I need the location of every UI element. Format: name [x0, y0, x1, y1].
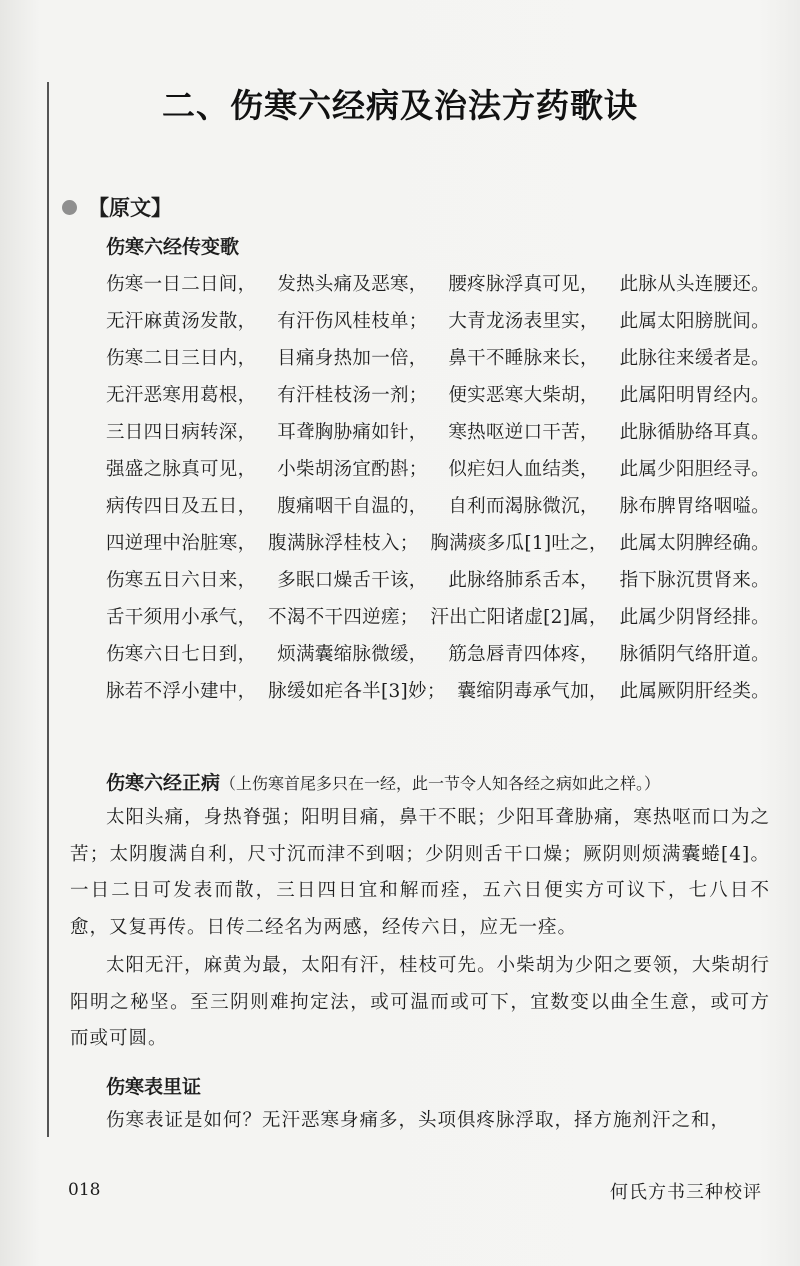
- poem-phrase: 腹痛咽干自温的，: [277, 496, 428, 517]
- poem-phrase: 大青龙汤表里实，: [448, 311, 599, 332]
- poem-phrase: 指下脉沉贯肾来。: [619, 570, 770, 591]
- paragraph-2: 太阳无汗，麻黄为最，太阳有汗，桂枝可先。小柴胡为少阳之要领，大柴胡行阳明之秘坚。至三阴则难拘定法，或可温而或可下，宜数变以曲全生意，或可方而或可圆。: [70, 955, 770, 1049]
- poem-phrase: 似疟妇人血结类，: [448, 459, 599, 480]
- poem-phrase: 强盛之脉真可见，: [106, 459, 257, 480]
- poem-phrase: 伤寒六日七日到，: [106, 644, 257, 665]
- poem-phrase: 脉循阴气络肝道。: [619, 644, 770, 665]
- poem-phrase: 伤寒一日二日间，: [106, 274, 257, 295]
- section-label: 【原文】: [88, 196, 172, 220]
- poem-phrase: 此脉络肺系舌本，: [448, 570, 599, 591]
- poem-phrase: 便实恶寒大柴胡，: [448, 385, 599, 406]
- poem-phrase: 有汗伤风桂枝单；: [277, 311, 428, 332]
- poem-phrase: 鼻干不睡脉来长，: [448, 348, 599, 369]
- margin-rule: [47, 82, 49, 1137]
- poem-phrase: 此脉循胁络耳真。: [619, 422, 770, 443]
- poem-phrase: 腰疼脉浮真可见，: [448, 274, 599, 295]
- poem-phrase: 目痛身热加一倍，: [277, 348, 428, 369]
- poem-phrase: 脉缓如疟各半[3]妙；: [268, 681, 446, 702]
- song3-title: 伤寒表里证: [106, 1076, 202, 1098]
- poem-phrase: 伤寒五日六日来，: [106, 570, 257, 591]
- poem-line: [106, 451, 770, 488]
- song-title: 伤寒六经传变歌: [106, 236, 240, 258]
- poem-phrase: 病传四日及五日，: [106, 496, 257, 517]
- poem-phrase: 此属阳明胃经内。: [619, 385, 770, 406]
- poem-phrase: 多眠口燥舌干该，: [277, 570, 428, 591]
- poem-phrase: 脉若不浮小建中，: [106, 681, 257, 702]
- poem-phrase: 三日四日病转深，: [106, 422, 257, 443]
- poem-phrase: 不渴不干四逆瘥；: [268, 607, 419, 628]
- poem-line: [106, 303, 770, 340]
- paragraph-3: 伤寒表证是如何？无汗恶寒身痛多，头项俱疼脉浮取，择方施剂汗之和，: [106, 1110, 731, 1131]
- poem-phrase: 无汗恶寒用葛根，: [106, 385, 257, 406]
- poem-phrase: 小柴胡汤宜酌斟；: [277, 459, 428, 480]
- poem-lines: [106, 266, 770, 710]
- poem-phrase: 此脉从头连腰还。: [619, 274, 770, 295]
- poem-line: [106, 562, 770, 599]
- poem-phrase: 舌干须用小承气，: [106, 607, 257, 628]
- poem-phrase: 有汗桂枝汤一剂；: [277, 385, 428, 406]
- poem-line: [106, 340, 770, 377]
- poem-phrase: 耳聋胸胁痛如针，: [277, 422, 428, 443]
- chapter-title: 二、伤寒六经病及治法方药歌诀: [162, 86, 638, 125]
- poem-phrase: 此属太阴脾经确。: [619, 533, 770, 554]
- paragraph-1: 太阳头痛，身热脊强；阳明目痛，鼻干不眠；少阳耳聋胁痛，寒热呕而口为之苦；太阴腹满自利，尺寸沉而津不到咽；少阴则舌干口燥；厥阴则烦满囊蜷[4]。一日二日可发表而散，三日四日宜和解而痊，五六日便实方可议下，七八日不愈，又复再传。日传二经名为两感，经传六日，应无一痊。: [70, 807, 770, 938]
- poem-line: [106, 636, 770, 673]
- song2-title: 伤寒六经正病: [106, 772, 221, 794]
- poem-phrase: 此属厥阴肝经类。: [619, 681, 770, 702]
- poem-line: [106, 377, 770, 414]
- poem-phrase: 此脉往来缓者是。: [619, 348, 770, 369]
- poem-phrase: 胸满痰多瓜[1]吐之，: [430, 533, 608, 554]
- poem-phrase: 寒热呕逆口干苦，: [448, 422, 599, 443]
- bullet-dot-icon: [62, 200, 77, 215]
- poem-line: [106, 266, 770, 303]
- running-head: 何氏方书三种校评: [610, 1182, 762, 1203]
- poem-phrase: 汗出亡阳诸虚[2]属，: [430, 607, 608, 628]
- poem-phrase: 伤寒二日三日内，: [106, 348, 257, 369]
- page-number: 018: [68, 1180, 101, 1200]
- poem-phrase: 烦满囊缩脉微缓，: [277, 644, 428, 665]
- song2-note: （上伤寒首尾多只在一经，此一节令人知各经之病如此之样。）: [220, 774, 661, 793]
- poem-phrase: 自利而渴脉微沉，: [448, 496, 599, 517]
- poem-phrase: 筋急唇青四体疼，: [448, 644, 599, 665]
- poem-phrase: 腹满脉浮桂枝入；: [268, 533, 419, 554]
- poem-line: [106, 414, 770, 451]
- poem-phrase: 发热头痛及恶寒，: [277, 274, 428, 295]
- poem-line: [106, 599, 770, 636]
- poem-phrase: 脉布脾胃络咽嗌。: [619, 496, 770, 517]
- poem-phrase: 四逆理中治脏寒，: [106, 533, 257, 554]
- poem-phrase: 无汗麻黄汤发散，: [106, 311, 257, 332]
- poem-line: [106, 673, 770, 710]
- song2-heading: [106, 768, 660, 795]
- poem-phrase: 此属少阴肾经排。: [619, 607, 770, 628]
- poem-line: [106, 488, 770, 525]
- poem-line: [106, 525, 770, 562]
- poem-phrase: 此属少阳胆经寻。: [619, 459, 770, 480]
- poem-phrase: 此属太阳膀胱间。: [619, 311, 770, 332]
- poem-phrase: 囊缩阴毒承气加，: [457, 681, 608, 702]
